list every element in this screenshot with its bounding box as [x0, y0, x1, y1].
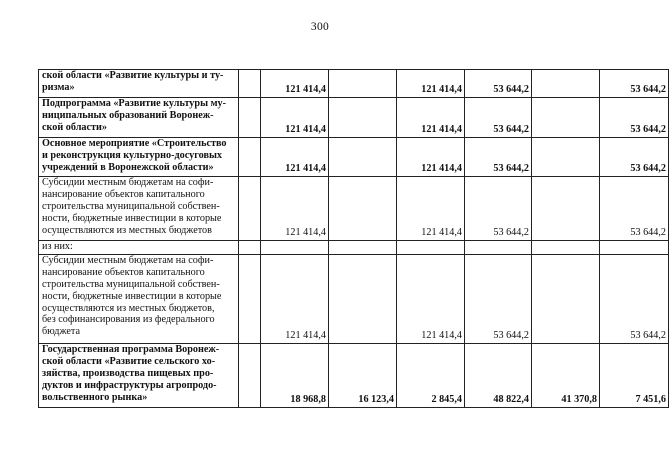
value-cell: 53 644,2 — [600, 177, 669, 241]
value-cell — [239, 177, 261, 241]
value-cell — [329, 138, 397, 177]
value-cell: 53 644,2 — [465, 98, 532, 138]
value-cell — [329, 70, 397, 98]
value-cell — [329, 241, 397, 255]
value-cell — [329, 98, 397, 138]
table-row — [39, 241, 669, 255]
value-cell: 121 414,4 — [261, 254, 329, 343]
value-cell: 53 644,2 — [600, 70, 669, 98]
row-name: ской области «Развитие культуры и ту- ризма» — [39, 70, 239, 98]
value-cell — [239, 70, 261, 98]
row-name: Субсидии местным бюджетам на софи- нансирование объектов капитального строительства муниципальной собствен- ности, бюджетные инвестиции в которые осуществляются из местных бюджетов — [39, 177, 239, 241]
value-cell — [239, 343, 261, 407]
value-cell — [532, 138, 600, 177]
row-name: Подпрограмма «Развитие культуры му- ниципальных образований Воронеж- ской области» — [39, 98, 239, 138]
value-cell: 121 414,4 — [397, 70, 465, 98]
value-cell: 53 644,2 — [465, 254, 532, 343]
value-cell — [532, 177, 600, 241]
value-cell: 121 414,4 — [397, 254, 465, 343]
table-row — [39, 70, 669, 98]
value-cell — [239, 241, 261, 255]
value-cell: 16 123,4 — [329, 343, 397, 407]
value-cell — [465, 241, 532, 255]
value-cell: 121 414,4 — [261, 70, 329, 98]
value-cell: 121 414,4 — [261, 138, 329, 177]
value-cell: 53 644,2 — [600, 254, 669, 343]
value-cell: 53 644,2 — [600, 98, 669, 138]
value-cell — [532, 241, 600, 255]
row-name: Основное мероприятие «Строительство и реконструкция культурно-досуговых учреждений в Воронежской области» — [39, 138, 239, 177]
value-cell: 48 822,4 — [465, 343, 532, 407]
value-cell — [239, 254, 261, 343]
table-row — [39, 138, 669, 177]
value-cell — [261, 241, 329, 255]
value-cell: 53 644,2 — [465, 138, 532, 177]
table-row — [39, 254, 669, 343]
value-cell — [532, 254, 600, 343]
table-row — [39, 177, 669, 241]
row-name: из них: — [39, 241, 239, 255]
value-cell — [532, 98, 600, 138]
value-cell: 121 414,4 — [397, 98, 465, 138]
value-cell: 53 644,2 — [465, 70, 532, 98]
value-cell — [329, 254, 397, 343]
value-cell: 121 414,4 — [397, 177, 465, 241]
value-cell: 18 968,8 — [261, 343, 329, 407]
value-cell: 41 370,8 — [532, 343, 600, 407]
row-name: Субсидии местным бюджетам на софи- нансирование объектов капитального строительства муниципальной собствен- ности, бюджетные инвестиции в которые осуществляются из местных бюджетов, без софинансирования из федерального бюджета — [39, 254, 239, 343]
table-row — [39, 343, 669, 407]
value-cell — [600, 241, 669, 255]
value-cell: 2 845,4 — [397, 343, 465, 407]
table-row — [39, 98, 669, 138]
value-cell — [239, 98, 261, 138]
value-cell: 121 414,4 — [261, 177, 329, 241]
value-cell: 53 644,2 — [600, 138, 669, 177]
value-cell — [329, 177, 397, 241]
value-cell — [397, 241, 465, 255]
value-cell: 53 644,2 — [465, 177, 532, 241]
value-cell — [239, 138, 261, 177]
page-number: 300 — [310, 21, 330, 33]
value-cell — [532, 70, 600, 98]
value-cell: 121 414,4 — [261, 98, 329, 138]
value-cell: 121 414,4 — [397, 138, 465, 177]
budget-table — [38, 69, 669, 408]
row-name: Государственная программа Воронеж- ской области «Развитие сельского хо- зяйства, производства пищевых про- дуктов и инфраструктуры агропродо- вольственного рынка» — [39, 343, 239, 407]
value-cell: 7 451,6 — [600, 343, 669, 407]
